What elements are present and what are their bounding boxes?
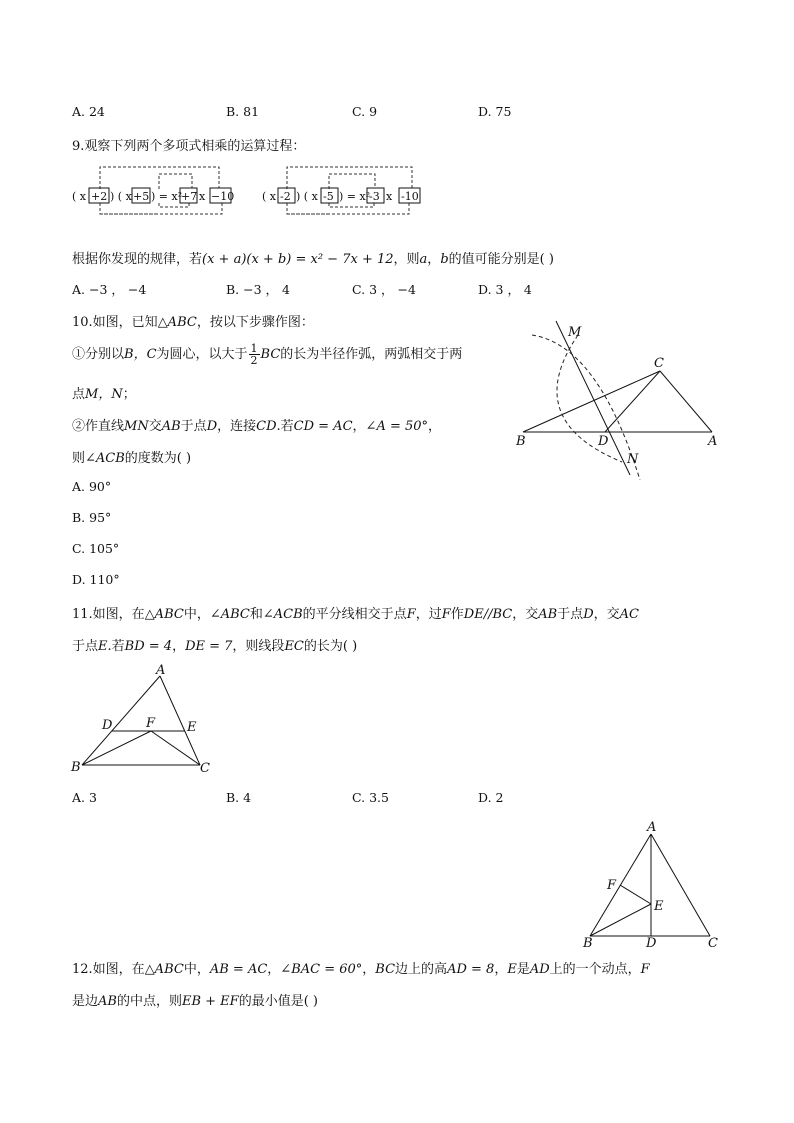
q11-label-d: D bbox=[102, 718, 113, 733]
q12-label-a: A bbox=[647, 820, 657, 835]
q11-option-d: D. 2 bbox=[478, 790, 504, 805]
q11-option-b: B. 4 bbox=[226, 790, 252, 805]
q9-title: 9.观察下列两个多项式相乘的运算过程： bbox=[72, 139, 306, 154]
q12-label-d: D bbox=[646, 936, 657, 951]
q9-d2-p1: ( x bbox=[262, 190, 276, 203]
q10-option-c: C. 105° bbox=[72, 541, 120, 556]
q9-d1-p4: x bbox=[199, 190, 206, 203]
q9-d1-b2: +5 bbox=[133, 190, 150, 203]
q10-label-c: C bbox=[654, 356, 664, 371]
q9-option-a: A. −3 ， −4 bbox=[72, 282, 147, 297]
q8-option-d: D. 75 bbox=[478, 104, 512, 119]
q10-line3: 点M，N； bbox=[72, 387, 136, 402]
q12-line2: 是边AB的中点，则EB + EF的最小值是( ) bbox=[72, 994, 318, 1009]
q12-label-c: C bbox=[708, 936, 718, 951]
q9-d1-p3: ) = x² bbox=[151, 190, 183, 203]
q11-label-f: F bbox=[146, 716, 156, 731]
q10-label-m: M bbox=[568, 325, 582, 340]
q10-label-a: A bbox=[708, 434, 718, 449]
q9-equation: (x + a)(x + b) = x² − 7x + 12 bbox=[202, 252, 394, 267]
q10-label-n: N bbox=[627, 452, 639, 467]
q10-option-d: D. 110° bbox=[72, 572, 120, 587]
q9-d1-b1: +2 bbox=[91, 190, 108, 203]
q10-line1: 10.如图，已知△ABC，按以下步骤作图： bbox=[72, 315, 314, 330]
q10-option-b: B. 95° bbox=[72, 510, 112, 525]
q9-option-d: D. 3 ， 4 bbox=[478, 282, 532, 297]
q11-label-a: A bbox=[156, 663, 166, 678]
q12-segment-ac bbox=[651, 834, 710, 936]
q9-d2-p3: ) = x² bbox=[339, 190, 371, 203]
q8-option-a: A. 24 bbox=[72, 104, 105, 119]
q11-line2: 于点E.若BD = 4，DE = 7，则线段EC的长为( ) bbox=[72, 639, 358, 654]
q9-d1-p2: ) ( x bbox=[110, 190, 132, 203]
q9-d1-p1: ( x bbox=[72, 190, 86, 203]
q10-line4: ②作直线MN交AB于点D，连接CD.若CD = AC，∠A = 50°， bbox=[72, 419, 442, 434]
q12-label-b: B bbox=[583, 936, 593, 951]
q11-label-c: C bbox=[200, 761, 210, 776]
q11-option-c: C. 3.5 bbox=[352, 790, 389, 805]
q12-label-e: E bbox=[654, 899, 664, 914]
q9-d2-p4: x bbox=[386, 190, 393, 203]
q9-d2-p2: ) ( x bbox=[296, 190, 318, 203]
q11-label-b: B bbox=[71, 760, 81, 775]
fraction-one-half: $\frac{1}{2}$ bbox=[250, 342, 258, 367]
q8-option-b: B. 81 bbox=[226, 104, 260, 119]
q9-d2-b4: -10 bbox=[401, 190, 419, 203]
q11-line1: 11.如图，在△ABC中，∠ABC和∠ACB的平分线相交于点F，过F作DE//BC，交AB于点D，交AC bbox=[72, 607, 639, 622]
q10-label-d: D bbox=[598, 434, 609, 449]
q9-question: 根据你发现的规律，若(x + a)(x + b) = x² − 7x + 12，则a，b的值可能分别是( ) bbox=[72, 252, 554, 267]
q10-option-a: A. 90° bbox=[72, 479, 112, 494]
q9-d1-b3: +7 bbox=[181, 190, 198, 203]
q9-d2-b3: -3 bbox=[369, 190, 380, 203]
q9-option-b: B. −3 ， 4 bbox=[226, 282, 290, 297]
q10-line2: ①分别以B，C为圆心，以大于 $\frac{1}{2}$ BC的长为半径作弧，两弧相交于两 bbox=[72, 342, 463, 367]
q12-segment-fe bbox=[620, 885, 651, 904]
q12-label-f: F bbox=[607, 878, 617, 893]
q8-option-c: C. 9 bbox=[352, 104, 378, 119]
q9-d2-b1: -2 bbox=[280, 190, 291, 203]
q9-d1-b4: −10 bbox=[211, 190, 235, 203]
q10-line5: 则∠ACB的度数为( ) bbox=[72, 451, 192, 466]
q10-label-b: B bbox=[516, 434, 526, 449]
q9-option-c: C. 3 ， −4 bbox=[352, 282, 416, 297]
q12-line1: 12.如图，在△ABC中，AB = AC，∠BAC = 60°，BC边上的高AD = 8，E是AD上的一个动点，F bbox=[72, 962, 650, 977]
q11-label-e: E bbox=[187, 720, 197, 735]
q9-d2-b2: -5 bbox=[323, 190, 334, 203]
q11-option-a: A. 3 bbox=[72, 790, 97, 805]
